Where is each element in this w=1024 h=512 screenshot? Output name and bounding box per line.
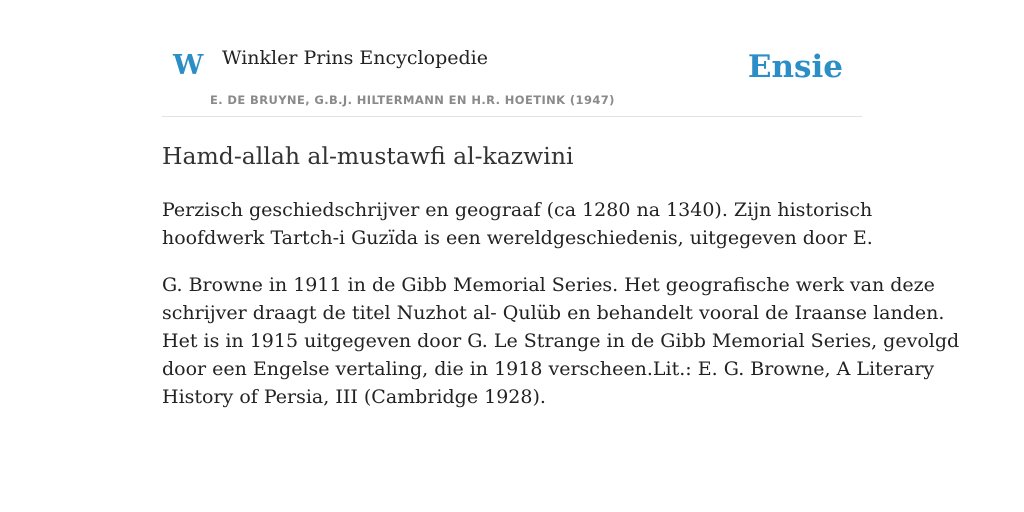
page [162,0,960,411]
paragraph-line: door een Engelse vertaling, die in 1918 verscheen.Lit.: E. G. Browne, A Literary [162,357,935,380]
site-header [162,0,862,117]
paragraph-line: schrijver draagt de titel Nuzhot al- Qulüb en behandelt vooral de Iraanse landen. [162,301,945,324]
paragraph-line: Perzisch geschiedschrijver en geograaf (ca 1280 na 1340). Zijn historisch [162,198,873,221]
paragraph-line: History of Persia, III (Cambridge 1928). [162,385,546,408]
ensie-home-link[interactable]: Ensie [747,49,843,85]
article-title: Hamd-allah al-mustawfi al-kazwini [162,142,574,170]
site-title[interactable]: Winkler Prins Encyclopedie [222,47,488,69]
article-paragraph [162,271,960,411]
article-paragraph [162,196,873,252]
winkler-prins-logo[interactable]: W [173,50,204,81]
site-authors: E. DE BRUYNE, G.B.J. HILTERMANN EN H.R. HOETINK (1947) [210,93,615,107]
paragraph-line: hoofdwerk Tartch-i Guzïda is een wereldgeschiedenis, uitgegeven door E. [162,226,873,249]
paragraph-line: Het is in 1915 uitgegeven door G. Le Strange in de Gibb Memorial Series, gevolgd [162,329,960,352]
paragraph-line: G. Browne in 1911 in de Gibb Memorial Series. Het geografische werk van deze [162,273,935,296]
article [162,141,960,411]
